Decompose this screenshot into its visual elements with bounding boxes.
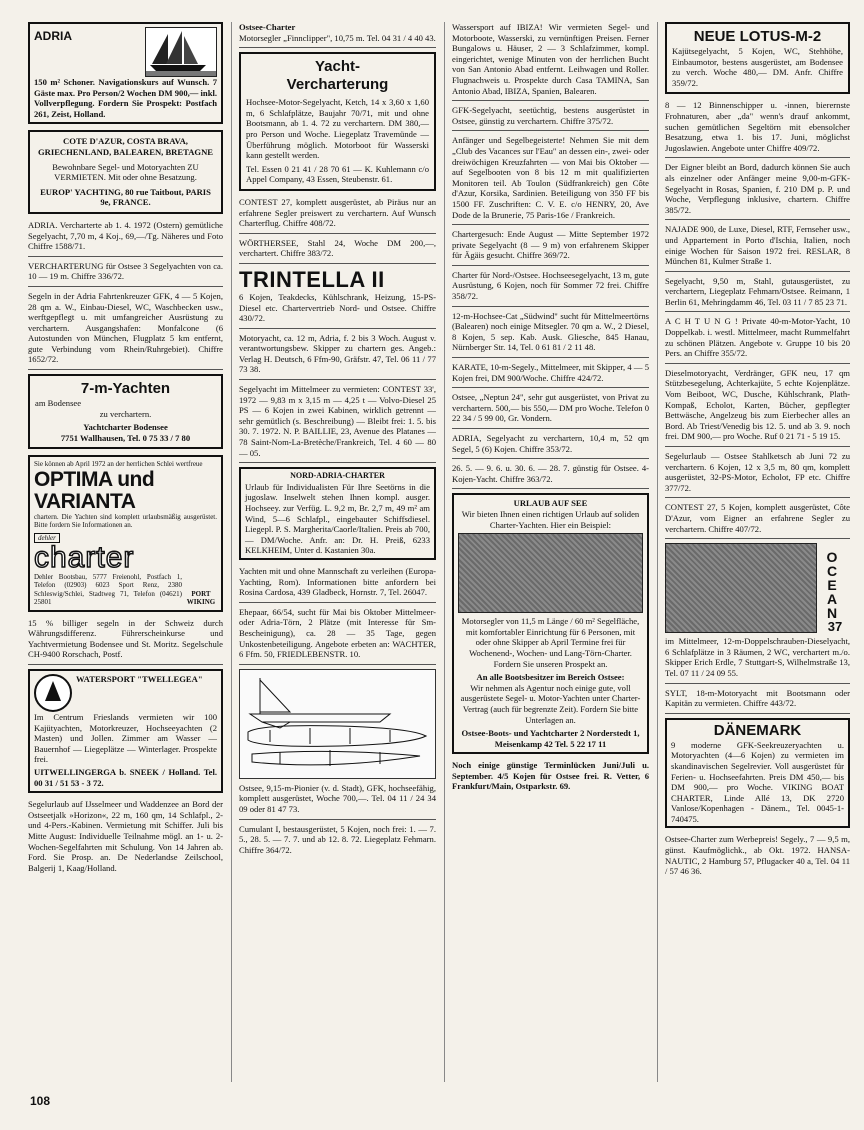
ad-footer: Ostsee-Boots- und Yachtcharter 2 Norderstedt 1, Meisenkamp 42 Tel. 5 22 17 11 [461, 728, 640, 749]
classified-ad: Segelyacht im Mittelmeer zu vermieten: CONTEST 33', 1972 — 9,83 m x 3,15 m — 4,25 t — Volvo-Diesel 25 PS — 6 Kojen in zwei Kabinen, wirklich getrennt — sehr gemütlich (s. Beschreibung) — Bleibt frei: 1. 5. bis 30. 7. 1972. N. P. BAILLIE, 23, Avenue des Platanes — 78 Saint-Nom-La-Bretèche/Frankreich, Tel. 4 60 — 80 — 05. [239, 384, 436, 463]
ad-text: Kajütsegelyacht, 5 Kojen, WC, Stehhöhe, Einbaumotor, bestens ausgerüstet, am Bodensee zu verch. Woche 480,— DM. Anfr. Chiffre 359/72. [672, 46, 843, 88]
classified-ad: CONTEST 27, komplett ausgerüstet, ab Piräus nur an erfahrene Segler preiswert zu verchartern. Auf Wunsch Charterflug. Chiffre 408/72. [239, 197, 436, 234]
column-4 [665, 22, 850, 1082]
ad-line: zu verchartern. [99, 408, 152, 419]
ad-footer: UITWELLINGERGA b. SNEEK / Holland. Tel. 00 31 / 51 53 - 3 72. [34, 767, 217, 788]
ad-subtitle: An alle Bootsbesitzer im Bereich Ostsee: [476, 672, 625, 683]
ad-title: Vercharterung [286, 76, 389, 94]
ad-footer: EUROP' YACHTING, 80 rue Taitbout, PARIS 9e, FRANCE. [40, 186, 211, 208]
ad-text: Hochsee-Motor-Segelyacht, Ketch, 14 x 3,60 x 1,60 m, 6 Schlafplätze, Baujahr 70/71, mit und ohne Bootsmann, ab 1. 4. 72 zu verchartern. DM 380,— pro Person und Woche. Liegeplatz Travemünde — Überführung möglich. Motorboot für Wasserski kann gestellt werden. [246, 97, 429, 161]
twellegea-ad [28, 669, 223, 793]
danemark-ad [665, 718, 850, 829]
column-2 [239, 22, 436, 1082]
ad-text: Bewohnbare Segel- und Motoryachten ZU VERMIETEN. Mit oder ohne Besatzung. [52, 161, 199, 183]
classified-ad: SYLT, 18-m-Motoryacht mit Bootsmann oder Kapitän zu vermieten. Chiffre 443/72. [665, 688, 850, 714]
classified-ad: Dieselmotoryacht, Verdränger, GFK neu, 17 qm Stützbesegelung, Achterkajüte, 5 echte Kojenplätze. Vom Beiboot, WC, Dusche, Kühlschrank, Plath-Kompaß, Echolot, Karten, Bücher, gepflegter Bettwäsche, Angelzeug bis zum Eierbecher alles an Bord. Ab Triest/Venedig bis 12. 5. und ab 3. 9. noch frei. DM 900,— pro Woche. Ruf 0 21 71 - 5 19 15. [665, 368, 850, 447]
varianta-logo: VARIANTA [34, 489, 136, 513]
column-divider [444, 22, 445, 1082]
seven-m-yachts-ad [28, 374, 223, 449]
ad-title: ADRIA [34, 29, 72, 43]
charter-logo: charter [34, 541, 135, 575]
classified-ad: Cumulant I, bestausgerüstet, 5 Kojen, noch frei: 1. — 7. 5., 28. 5. — 7. 7. und ab 12. 8. 72. Liegeplatz Fehmarn. Chiffre 364/72. [239, 823, 436, 855]
classified-ad: A C H T U N G ! Private 40-m-Motor-Yacht, 10 Doppelkab. i. westl. Mittelmeer, macht Rummelfahrt zu schönen Plätzen. Angebote v. Gruppe 10 bis 20 Pers. an Chiffre 355/72. [665, 316, 850, 363]
classified-ad: Segeln in der Adria Fahrtenkreuzer GFK, 4 — 5 Kojen, 28 qm a. W., Einbau-Diesel, WC, Waschbecken usw., werftgepflegt u. mit umfangreicher Ausrüstung zu verchartern. Ausgangshafen: Monfalcone (6 Autostunden von München, Flugplatz 5 km entfernt, gute Verbindung vom Rhein/Ruhrgebiet). Chiffre 1652/72. [28, 291, 223, 370]
ad-intro: Wir bieten Ihnen einen richtigen Urlaub auf soliden Charter-Yachten. Hier ein Beispiel: [461, 508, 640, 530]
magazine-page [28, 22, 850, 1102]
classified-ad: KARATE, 10-m-Segely., Mittelmeer, mit Skipper, 4 — 5 Kojen frei, DM 900/Woche. Chiffre 424/72. [452, 362, 649, 388]
classified-ad: Segelyacht, 9,50 m, Stahl, gutausgerüstet, zu verchartern, Liegeplatz Fehmarn/Ostsee. Reimann, 1 Berlin 61, Mehringdamm 46, Tel. 03 11 / 7 85 23 71. [665, 276, 850, 313]
ad-title: NORD-ADRIA-CHARTER [290, 471, 385, 481]
classified-ad: Motoryacht, ca. 12 m, Adria, f. 2 bis 3 Woch. August v. verantwortungsbew. Skipper zu chartern ges. Angeb.: Verlag H. Deutsch, 6 Ffm-90, Gräfstr. 47, Tel. 06 11 / 77 73 38. [239, 333, 436, 380]
classified-ad: Ehepaar, 66/54, sucht für Mai bis Oktober Mittelmeer- oder Adria-Törn, 2 Plätze (mit Interesse für Sm-Bescheinigung), ca. 28 — 35 Tage, gegen Unkostenbeteiligung. Angebote erbeten an: WACHTER, 6 Ffm. 50, FRIEDLEBENSTR. 10. [239, 607, 436, 665]
sailboat-icon [146, 28, 216, 76]
column-3 [452, 22, 649, 1082]
classified-ad: Anfänger und Segelbegeisterte! Nehmen Sie mit dem „Club des Vacances sur l'Eau" an dessen ein-, zwei- oder dreiwöchigen Kreuzfahrten — von Mai bis Oktober — auf Segelbooten von 8 bis 12 m mit qualifizierten Monitoren teil. Ab Toulon (Südfrankreich) gen Côte d'Azur, Korsika, Sardinien. Beteiligung von 350 FF bis 1500 FF. Zuschriften: C. V. E. c/o HENRY, 20, Ave Dode de la Brunerie, 75 Paris-16e / Frankreich. [452, 135, 649, 225]
ocean-vertical-logo [824, 549, 846, 634]
cote-dazur-ad [28, 130, 223, 214]
classified-ad: 26. 5. — 9. 6. u. 30. 6. — 28. 7. günstig für Ostsee. 4-Kojen-Yacht. Chiffre 363/72. [452, 463, 649, 489]
ad-text: 6 Kojen, Teakdecks, Kühlschrank, Heizung, 15-PS-Diesel etc. Chartervertrieb Nord- und Ostsee. Chiffre 430/72. [239, 291, 436, 324]
classified-ad: Noch einige günstige Terminlücken Juni/Juli u. September. 4/5 Kojen für Ostsee frei. R. Vetter, 6 Frankfurt/Main, Ostparkstr. 69. [452, 760, 649, 792]
ocean-number: 37 [827, 619, 843, 635]
ad-line: 7751 Wallhausen, Tel. 0 75 33 / 7 80 [60, 432, 191, 443]
classified-ad: NAJADE 900, de Luxe, Diesel, RTF, Fernseher usw., und Appartement in Porto d'Ischia, Italien, noch einige Wochen für Saison 1972 frei. RESLAR, 8 München 81, Kulmer Straße 1. [665, 224, 850, 271]
classified-ad: Ostsee-Charter zum Werbepreis! Segely., 7 — 9,5 m, günst. Kaufmöglichk., ab Okt. 1972. HANSA-NAUTIC, 2 Hamburg 57, Pflugacker 40 a, Tel. 04 11 / 57 46 36. [665, 834, 850, 877]
optima-logo: OPTIMA und [34, 467, 155, 491]
column-divider [657, 22, 658, 1082]
ad-line: am Bodensee [35, 398, 82, 409]
classified-ad: WÖRTHERSEE, Stahl 24, Woche DM 200,—, verchartert. Chiffre 383/72. [239, 238, 436, 264]
ad-title: Yacht- [314, 58, 360, 76]
sailboat-logo-icon [34, 674, 72, 712]
classified-ad: Chartergesuch: Ende August — Mitte September 1972 private Segelyacht (8 — 9 m) von erfahrenem Skipper für Ägäis gesucht. Chiffre 369/72. [452, 229, 649, 266]
classified-ad: Yachten mit und ohne Mannschaft zu verleihen (Europa-Yachting, Rom). Informationen bitte anfordern bei Rosina Cardosa, 439 Gladbeck, Hornstr. 7, Tel. 26047. [239, 566, 436, 603]
classified-ad: ADRIA, Segelyacht zu verchartern, 10,4 m, 52 qm Segel, 5 (6) Kojen. Chiffre 353/72. [452, 433, 649, 459]
ocean-37-ad [665, 543, 850, 683]
dehler-logo: dehler [34, 533, 60, 543]
ad-text: Motorsegler „Finnclipper", 10,75 m. Tel. 04 31 / 4 40 43. [239, 32, 436, 43]
motorsailer-photo [458, 533, 643, 613]
classified-ad: Segelurlaub — Ostsee Stahlketsch ab Juni 72 zu verchartern. 6 Kojen, 12 x 3,5 m, 80 qm, komplett ausgerüstet, 32-PS-Motor, Echolot, FP etc. Chiffre 377/72. [665, 451, 850, 498]
column-1 [28, 22, 223, 1082]
nord-adria-charter-ad [239, 467, 436, 560]
neue-lotus-ad [665, 22, 850, 94]
yacht-plan-drawing [239, 669, 436, 779]
ad-text: chartern. Die Yachten sind komplett urlaubsmäßig ausgerüstet. Bitte fordern Sie Informationen an. [34, 512, 217, 530]
ad-text: im Mittelmeer, 12-m-Doppelschrauben-Dieselyacht, 6 Schlafplätze in 3 Räumen, 2 WC, verchartert m./o. Skipper Erich Erdle, 7 Stuttgart-S, Wilhelmstraße 13, Tel. 07 11 / 24 09 55. [665, 636, 850, 678]
ad-text: Im Centrum Frieslands vermieten wir 100 Kajütyachten, Motorkreuzer, Hochseeyachten (2 Masten) und Jollen. Zimmer am Wasser — Bauernhof — Liegeplätze — Winterlager. Prospekte frei. [34, 712, 217, 765]
boat-plan-icon [240, 670, 435, 776]
ad-text: Wir nehmen als Agentur noch einige gute, voll ausgerüstete Segel- u. Motor-Yachten unter Charter-Vertrag (auch für begrenzte Zeit). Fordern Sie bitte Unterlagen an. [460, 682, 641, 725]
classified-ad: Segelurlaub auf IJsselmeer und Waddenzee an Bord der Ostseetjalk »Horizon«, 22 m, 160 qm, 14 Schlafpl., 2- und 4-Pers.-Kabinen. Vermietung mit Schiffer. Juli bis Mitte August: Individuelle Teilnahme mögl. an 1- u. 2-Wochen-Segelfahrten mit Schulung. Von 14 Jahren ab. Ford. Sie Prosp. an. De Nederlandse Zeilschool, Balgerij 1, Kaag/Holland. [28, 799, 223, 873]
ad-text: 9 moderne GFK-Seekreuzeryachten u. Motoryachten (4—6 Kojen) zu vermieten im skandinavischen Segelrevier. Voll ausgerüstet für Ferien- u. Hochseefahrten. Preis DM 450,— bis DM 900,— pro Woche. VIKING BOAT CHARTER, Linde Allé 13, DK 2720 Vanlose/Kopenhagen - Dänem., Tel. 0045-1-740475. [671, 739, 844, 824]
classified-ad: VERCHARTERUNG für Ostsee 3 Segelyachten von ca. 10 — 19 m. Chiffre 336/72. [28, 261, 223, 287]
urlaub-auf-see-ad [452, 493, 649, 754]
ostsee-charter-ad [239, 22, 436, 48]
ad-title: NEUE LOTUS-M-2 [693, 28, 822, 45]
column-divider [231, 22, 232, 1082]
ad-title: TRINTELLA II [239, 266, 385, 292]
classified-ad: Charter für Nord-/Ostsee. Hochseesegelyacht, 13 m, gute Ausrüstung, 6 Kojen, noch für Sommer 72 frei. Chiffre 358/72. [452, 270, 649, 307]
classified-ad: 8 — 12 Binnenschipper u. -innen, bierernste Frohnaturen, aber „da" wenn's drauf ankommt, suchen gemütlichen Segeltörn mit ebensolcher Besatzung, etwa 1. bis 17. Juni, möglichst Jugoslawien. Angebote unter Chiffre 409/72. [665, 100, 850, 158]
ad-title: Ostsee-Charter [239, 22, 296, 32]
ocean-word: OCEAN [824, 549, 840, 620]
ad-title: WATERSPORT "TWELLEGEA" [76, 674, 203, 685]
adria-schooner-ad [28, 22, 223, 124]
ad-address: Dehler Bootsbau, 5777 Freienohl, Postfach 1, Telefon (02903) 6023 Sport Renz, 2380 Schleswig/Schlei, Stadtweg 71, Telefon (04621) 25801 [34, 573, 182, 607]
ad-text: Motorsegler von 11,5 m Länge / 60 m² Segelfläche, mit komfortabler Einrichtung für 6 Personen, mit oder ohne Skipper ab April Termine frei für Wochenend-, Wochen- und Lang-Törn-Charter. Fordern Sie unseren Prospekt an. [461, 616, 640, 669]
port-wiking-logo: PORT WIKING [186, 589, 216, 607]
ad-line: Yachtcharter Bodensee [83, 422, 168, 433]
ad-text: 150 m² Schoner. Navigationskurs auf Wunsch. 7 Gäste max. Pro Person/2 Wochen DM 900,— inkl. Vollverpflegung. Fordern Sie Prospekt: Postfach 261, Zeist, Holland. [34, 77, 218, 119]
classified-ad: Ostsee, „Neptun 24", sehr gut ausgerüstet, von Privat zu verchartern. 500,— bis 550,— DM pro Woche. Telefon 0 22 34 / 5 99 00, Gr. Vondern. [452, 392, 649, 429]
ad-footer: Tel. Essen 0 21 41 / 28 70 61 — K. Kuhlemann c/o Appel Company, 43 Essen, Steubenstr. 61. [246, 163, 429, 185]
classified-ad: 12-m-Hochsee-Cat „Südwind" sucht für Mittelmeertörns (Balearen) noch einige Mitsegler. 70 qm a. W., 2 Diesel, 8 Kojen, 5 sep. Kab. Ausk. Gliesche, 845 Hanau, Nürnberger Str. 14, Tel. 0 61 81 / 2 11 48. [452, 311, 649, 358]
optima-varianta-ad [28, 455, 223, 611]
page-number: 108 [30, 1094, 51, 1108]
classified-ad: Wassersport auf IBIZA! Wir vermieten Segel- und Motorboote, Wasserski, zu vernünftigen Preisen. Ferner Bungalows u. Häuser, 2 — 3 Schlafzimmer, kompl. eingerichtet, wenige Minuten von der herrlichen Bucht von San Antonio Abad entfernt. Leihwagen und Roller. Flugnachweis u. Prospekte durch Casa TAMINA, San Antonio Abad, IBIZA, Spanien, Balearen. [452, 22, 649, 101]
ad-title: URLAUB AUF SEE [513, 498, 588, 509]
classified-ad: CONTEST 27, 5 Kojen, komplett ausgerüstet, Côte D'Azur, vom Eigner an erfahrene Segler zu verchartern. Chiffre 407/72. [665, 502, 850, 539]
classified-ad: 15 % billiger segeln in der Schweiz durch Währungsdifferenz. Führerscheinkurse und Yachtvermietung Bodensee und St. Moritz. Segelschule CH-9400 Rorschach, Postf. [28, 618, 223, 665]
ad-title: COTE D'AZUR, COSTA BRAVA, GRIECHENLAND, BALEAREN, BRETAGNE [37, 136, 214, 157]
yacht-vercharterung-ad [239, 52, 436, 191]
trintella-ad [239, 268, 436, 329]
classified-ad: ADRIA. Vercharterte ab 1. 4. 1972 (Ostern) gemütliche Segelyacht, 7,70 m, 4 Koj., 69,—/Tg. Näheres und Foto Chiffre 1588/71. [28, 220, 223, 257]
ad-text: Urlaub für Individualisten Für Ihre Seetörns in die jugoslaw. Inselwelt stehen Ihnen kompl. ausger. Hochseey. zur Verfüg. L. 9,2 m, Br. 2,7 m, 49 m² am Wind, 5—6 Schlafpl., eingebauter Schiffsdiesel. Liegepl. P. S. Margherita/Caorle/Italien. Preis ab 700,— DM/Woche. Anfr. an: Dr. H. Preiß, 6233 KELKHEIM, Unter d. Kastanien 30a. [245, 481, 430, 556]
classified-ad: Der Eigner bleibt an Bord, dadurch können Sie auch als einzelner oder Anfänger meine 9,00-m-GFK-Segelyacht in Rosas, Spanien, f. 210 DM p. P. und Woche, Verpflegung inklusive, chartern. Chiffre 385/72. [665, 162, 850, 220]
ad-intro: Sie können ab April 1972 an der herrlichen Schlei wertfreue [34, 460, 203, 469]
schooner-photo [145, 27, 217, 77]
classified-ad: Ostsee, 9,15-m-Pionier (v. d. Stadt), GFK, hochseefähig, komplett ausgerüstet, Woche 700,—. Tel. 04 11 / 24 34 09 oder 81 47 73. [239, 783, 436, 820]
ocean-yacht-photo [665, 543, 817, 633]
ad-title: DÄNEMARK [713, 721, 802, 739]
ad-title: 7-m-Yachten [80, 380, 171, 398]
classified-ad: GFK-Segelyacht, seetüchtig, bestens ausgerüstet in Ostsee, günstig zu verchartern. Chiffre 375/72. [452, 105, 649, 131]
